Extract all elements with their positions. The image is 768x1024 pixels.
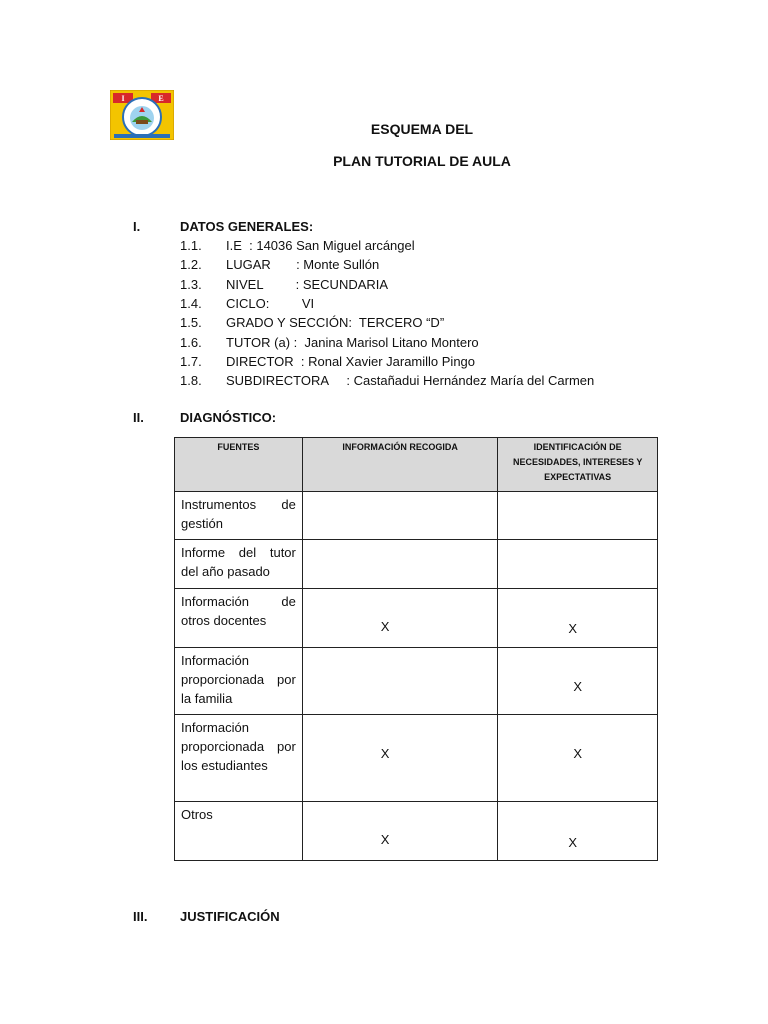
item-text: CICLO: VI (226, 296, 315, 311)
item-number: 1.2. (180, 257, 202, 272)
column-header-identificacion: IDENTIFICACIÓN DE NECESIDADES, INTERESES Y EXPECTATIVAS (498, 438, 658, 492)
svg-text:E: E (158, 94, 164, 103)
source-cell: Información de otros docentes (175, 589, 303, 648)
section-title-datos-generales: DATOS GENERALES: (180, 219, 314, 234)
table-row (175, 540, 658, 589)
ident-mark: X (573, 746, 582, 761)
ident-cell (498, 492, 658, 540)
item-text: DIRECTOR : Ronal Xavier Jaramillo Pingo (226, 354, 476, 369)
item-number: 1.8. (180, 373, 202, 388)
source-cell: Otros (175, 802, 303, 861)
diagnostic-table (174, 437, 658, 861)
ident-mark: X (568, 621, 577, 636)
info-cell (302, 589, 497, 648)
item-text: SUBDIRECTORA : Castañadui Hernández María del Carmen (226, 373, 595, 388)
document-title: ESQUEMA DEL (370, 121, 474, 137)
svg-text:I: I (121, 94, 125, 103)
column-header-fuentes: FUENTES (175, 438, 303, 492)
ident-cell (498, 540, 658, 589)
section-number: I. (133, 219, 141, 234)
info-mark: X (380, 832, 390, 847)
ident-mark: X (568, 835, 577, 850)
section-number: III. (133, 909, 148, 924)
section-number: II. (133, 410, 144, 425)
table-row (175, 648, 658, 715)
info-cell (302, 715, 497, 802)
section-title-justificacion: JUSTIFICACIÓN (180, 909, 280, 924)
ident-cell (498, 648, 658, 715)
info-cell (302, 492, 497, 540)
item-number: 1.5. (180, 315, 202, 330)
table-row (175, 802, 658, 861)
column-header-informacion: INFORMACIÓN RECOGIDA (302, 438, 497, 492)
item-number: 1.6. (180, 335, 202, 350)
source-cell: Informe del tutor del año pasado (175, 540, 303, 589)
item-number: 1.3. (180, 277, 202, 292)
ident-cell (498, 802, 658, 861)
source-cell: Información proporcionada por la familia (175, 648, 303, 715)
item-text: NIVEL : SECUNDARIA (226, 277, 389, 292)
item-number: 1.4. (180, 296, 202, 311)
table-row (175, 589, 658, 648)
ident-cell (498, 589, 658, 648)
item-number: 1.1. (180, 238, 202, 253)
info-cell (302, 540, 497, 589)
ident-mark: X (573, 679, 582, 694)
info-cell (302, 648, 497, 715)
section-title-diagnostico: DIAGNÓSTICO: (180, 410, 277, 425)
item-text: TUTOR (a) : Janina Marisol Litano Montero (226, 335, 479, 350)
info-mark: X (380, 619, 390, 634)
item-text: LUGAR : Monte Sullón (226, 257, 380, 272)
info-mark: X (380, 746, 390, 761)
source-cell: Información proporcionada por los estudiantes (175, 715, 303, 802)
item-number: 1.7. (180, 354, 202, 369)
item-text: I.E : 14036 San Miguel arcángel (226, 238, 415, 253)
document-subtitle: PLAN TUTORIAL DE AULA (333, 153, 511, 169)
ident-cell (498, 715, 658, 802)
table-row (175, 492, 658, 540)
table-header-row (175, 438, 658, 492)
source-cell: Instrumentos de gestión (175, 492, 303, 540)
item-text: GRADO Y SECCIÓN: TERCERO “D” (226, 315, 445, 330)
info-cell (302, 802, 497, 861)
table-row (175, 715, 658, 802)
